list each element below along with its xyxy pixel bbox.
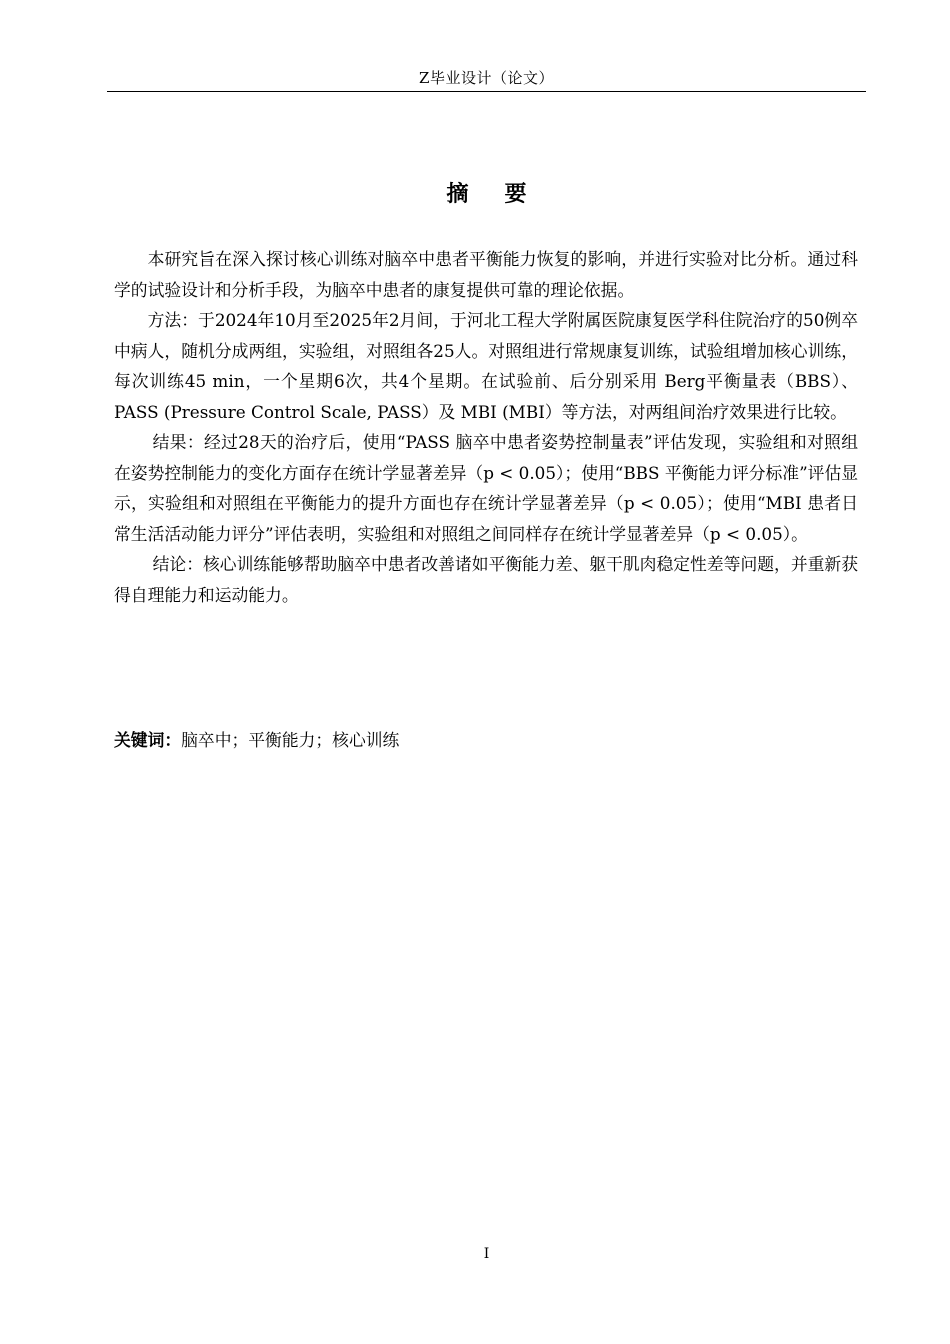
keywords-values: 脑卒中；平衡能力；核心训练 bbox=[181, 730, 400, 750]
keywords-label: 关键词： bbox=[114, 730, 182, 750]
keywords-line bbox=[114, 725, 858, 755]
abstract-title: 摘要 bbox=[446, 182, 563, 207]
abstract-paragraph-conclusion: 结论：核心训练能够帮助脑卒中患者改善诸如平衡能力差、躯干肌肉稳定性差等问题，并重新获得自理能力和运动能力。 bbox=[114, 554, 858, 605]
running-header: Z毕业设计（论文） bbox=[419, 69, 554, 87]
abstract-body bbox=[114, 244, 858, 610]
header-divider bbox=[107, 91, 866, 92]
abstract-paragraph-results: 结果：经过28天的治疗后，使用“PASS 脑卒中患者姿势控制量表”评估发现，实验组和对照组在姿势控制能力的变化方面存在统计学显著差异（p < 0.05）；使用“BBS 平衡能力评分标准”评估显示，实验组和对照组在平衡能力的提升方面也存在统计学显著差异（p < 0.05）；使用“MBI 患者日常生活活动能力评分”评估表明，实验组和对照组之间同样存在统计学显著差异（p < 0.05）。 bbox=[114, 432, 859, 544]
page-number: I bbox=[483, 1246, 490, 1262]
abstract-paragraph-intro: 本研究旨在深入探讨核心训练对脑卒中患者平衡能力恢复的影响，并进行实验对比分析。通过科学的试验设计和分析手段，为脑卒中患者的康复提供可靠的理论依据。 bbox=[114, 249, 858, 300]
abstract-paragraph-methods: 方法：于2024年10月至2025年2月间，于河北工程大学附属医院康复医学科住院治疗的50例卒中病人，随机分成两组，实验组，对照组各25人。对照组进行常规康复训练，试验组增加核心训练，每次训练45 min，一个星期6次，共4个星期。在试验前、后分别采用 Berg平衡量表（BBS）、 PASS (Pressure Control Scale, PASS）及 MBI (MBI）等方法，对两组间治疗效果进行比较。 bbox=[114, 310, 858, 422]
